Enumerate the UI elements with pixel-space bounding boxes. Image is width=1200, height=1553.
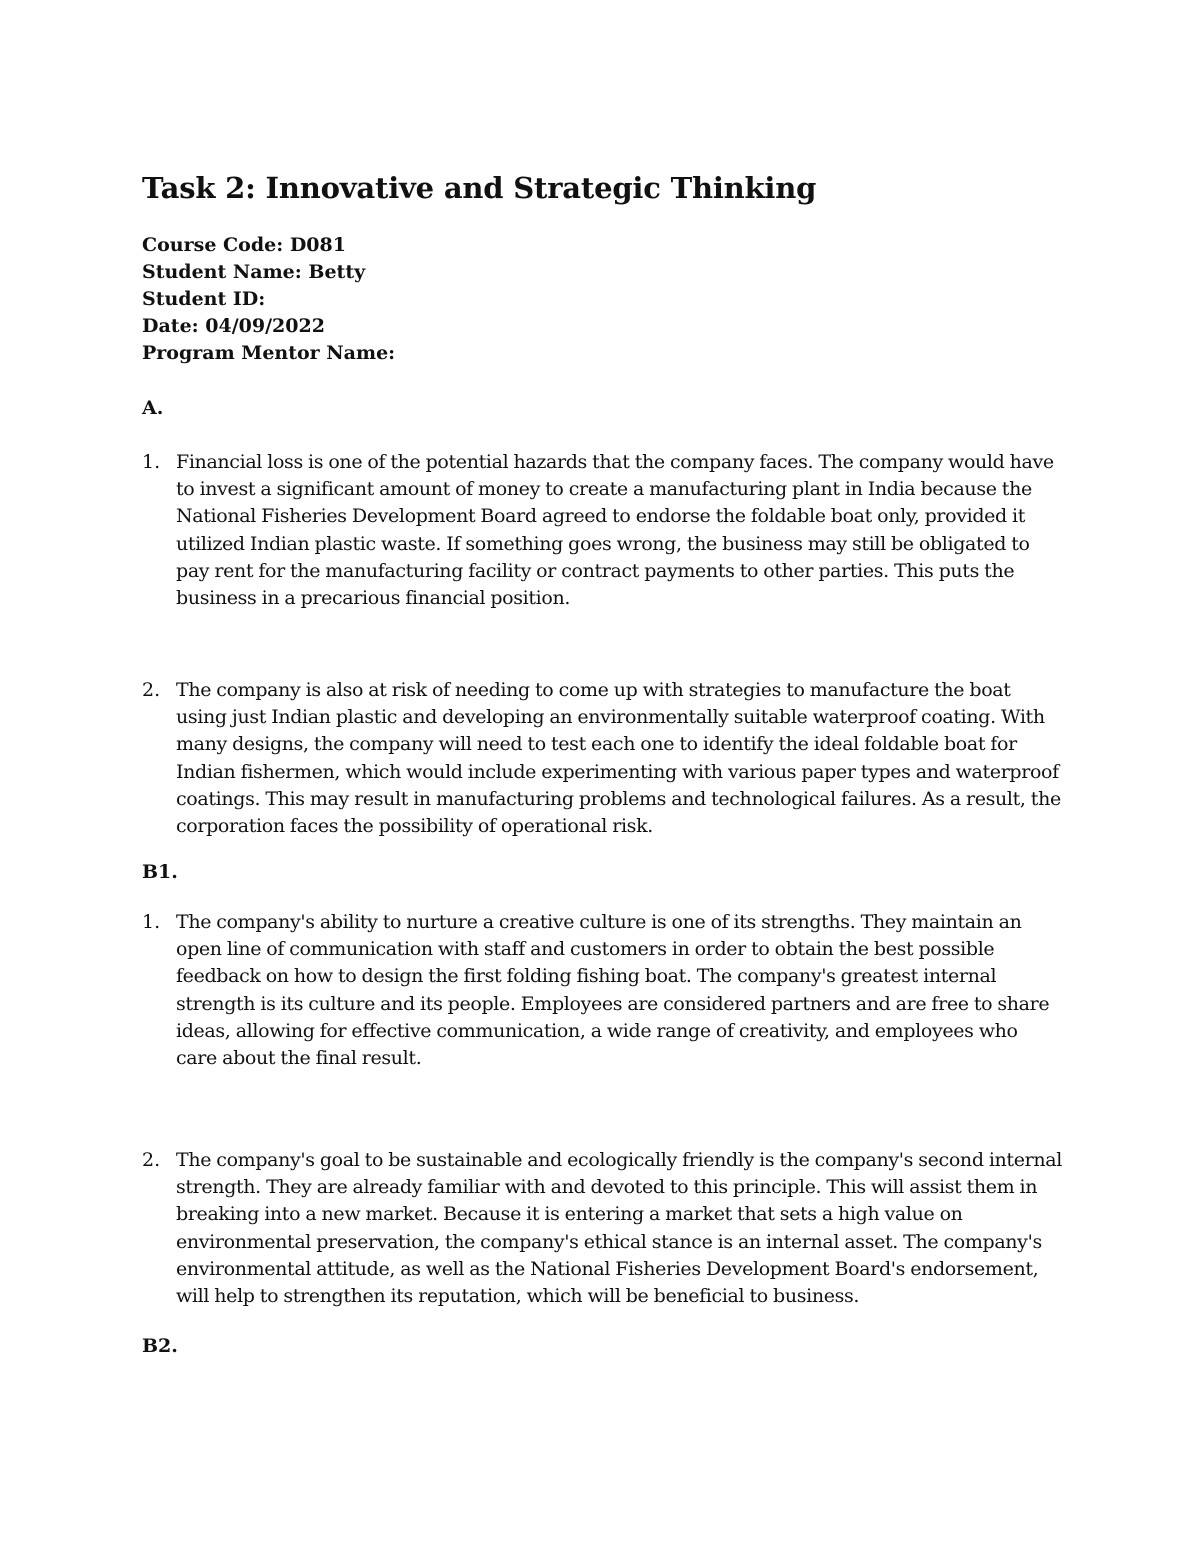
list-item-number: 2. <box>142 1149 161 1171</box>
date: Date: 04/09/2022 <box>142 315 325 337</box>
list-item-number: 1. <box>142 911 161 933</box>
student-id: Student ID: <box>142 288 266 310</box>
course-code: Course Code: D081 <box>142 234 346 256</box>
program-mentor-name: Program Mentor Name: <box>142 342 396 364</box>
list-item-b1-1 <box>142 909 1062 1072</box>
list-item-a-2 <box>142 677 1062 840</box>
list-item-a-1 <box>142 449 1062 612</box>
section-heading-b2: B2. <box>142 1335 178 1357</box>
document-meta <box>142 232 395 367</box>
list-item-number: 2. <box>142 679 161 701</box>
student-name: Student Name: Betty <box>142 261 366 283</box>
document-title: Task 2: Innovative and Strategic Thinking <box>142 171 817 205</box>
list-item-b1-2 <box>142 1147 1062 1310</box>
list-item-text: The company's ability to nurture a creative culture is one of its strengths. They maintain an open line of communication with staff and customers in order to obtain the best possible feedback on how to design the first folding fishing boat. The company's greatest internal strength is its culture and its people. Employees are considered partners and are free to share ideas, allowing for effective communication, a wide range of creativity, and employees who care about the final result. <box>176 911 1050 1070</box>
list-item-number: 1. <box>142 451 161 473</box>
list-item-text: Financial loss is one of the potential hazards that the company faces. The company would have to invest a significant amount of money to create a manufacturing plant in India because the National Fisheries Development Board agreed to endorse the foldable boat only, provided it utilized Indian plastic waste. If something goes wrong, the business may still be obligated to pay rent for the manufacturing facility or contract payments to other parties. This puts the business in a precarious financial position. <box>176 451 1054 610</box>
section-heading-a: A. <box>142 397 164 419</box>
list-item-text: The company is also at risk of needing to come up with strategies to manufacture the boat using just Indian plastic and developing an environmentally suitable waterproof coating. With many designs, the company will need to test each one to identify the ideal foldable boat for Indian fishermen, which would include experimenting with various paper types and waterproof coatings. This may result in manufacturing problems and technological failures. As a result, the corporation faces the possibility of operational risk. <box>176 679 1061 838</box>
section-heading-b1: B1. <box>142 861 178 883</box>
list-item-text: The company's goal to be sustainable and ecologically friendly is the company's second internal strength. They are already familiar with and devoted to this principle. This will assist them in breaking into a new market. Because it is entering a market that sets a high value on environmental preservation, the company's ethical stance is an internal asset. The company's environmental attitude, as well as the National Fisheries Development Board's endorsement, will help to strengthen its reputation, which will be beneficial to business. <box>176 1149 1062 1308</box>
